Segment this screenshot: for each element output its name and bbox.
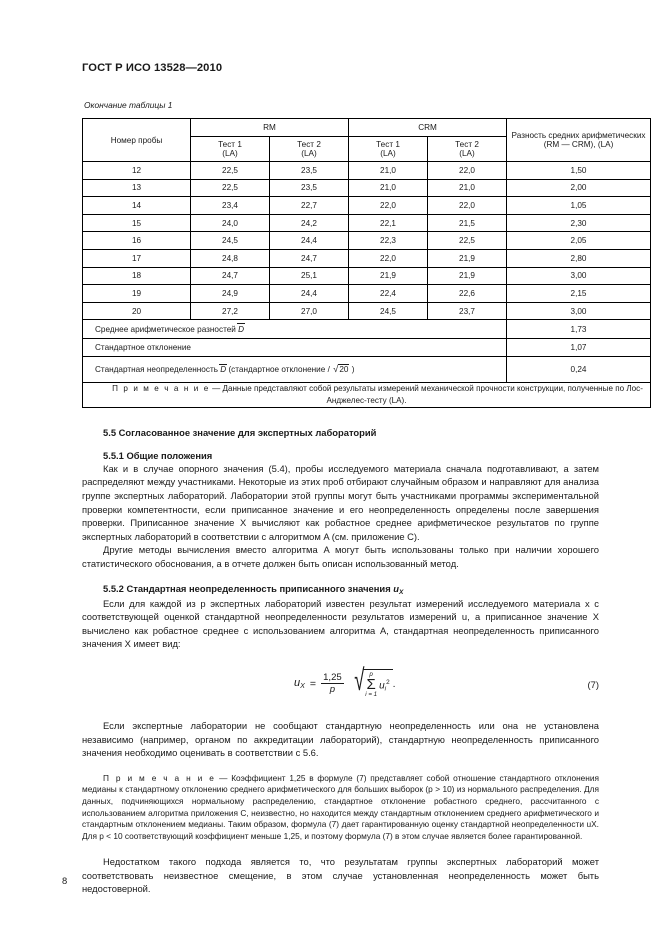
table-row bbox=[83, 267, 651, 285]
formula-radical bbox=[348, 663, 393, 699]
cell-crm-test1: 22,4 bbox=[349, 285, 428, 303]
cell-rm-test2: 24,4 bbox=[270, 232, 349, 250]
cell-sample-number: 19 bbox=[83, 285, 191, 303]
cell-crm-test1: 24,5 bbox=[349, 302, 428, 320]
cell-rm-test2: 23,5 bbox=[270, 179, 349, 197]
table-body bbox=[83, 162, 651, 408]
d-bar-symbol: D bbox=[238, 324, 245, 334]
col-header-difference-line1: Разность средних арифметических bbox=[511, 131, 646, 140]
cell-difference: 2,05 bbox=[507, 232, 651, 250]
cell-difference: 2,00 bbox=[507, 179, 651, 197]
rm-test1-unit: (LA) bbox=[222, 149, 238, 158]
paragraph-5-5-1-1: Как и в случае опорного значения (5.4), пробы исследуемого материала сначала подготавливают, а затем распределяют между участниками. Некоторые из этих проб отбирают случайным образом и направляют для анализа группе экспертных лабораторий. Лаборатории этой группы могут быть участниками программы экспериментальной проверки компетентности, если приписанное значение и его неопределенность определены после завершения проверки. Приписанное значение X вычисляют как робастное среднее арифметическое результатов по группе экспертных лабораторий в соответствии с алгоритмом A (см. приложение C). bbox=[82, 462, 599, 542]
col-header-crm-test1 bbox=[349, 137, 428, 162]
d-bar-symbol: D bbox=[220, 365, 227, 375]
formula-trailing-period: . bbox=[392, 677, 396, 690]
table-header-row-1 bbox=[83, 119, 651, 137]
cell-crm-test1: 22,1 bbox=[349, 214, 428, 232]
cell-crm-test2: 21,9 bbox=[428, 249, 507, 267]
cell-rm-test1: 22,5 bbox=[191, 179, 270, 197]
section-heading-5-5: 5.5 Согласованное значение для экспертных лабораторий bbox=[103, 426, 377, 438]
sqrt-20-expression bbox=[332, 364, 349, 375]
cell-crm-test2: 21,9 bbox=[428, 267, 507, 285]
table-note-cell bbox=[83, 383, 651, 407]
summary-label-uncertainty bbox=[83, 357, 507, 383]
cell-difference: 2,15 bbox=[507, 285, 651, 303]
cell-rm-test1: 24,8 bbox=[191, 249, 270, 267]
cell-rm-test2: 25,1 bbox=[270, 267, 349, 285]
summary-row-uncertainty bbox=[83, 357, 651, 383]
cell-crm-test1: 21,0 bbox=[349, 179, 428, 197]
crm-test1-unit: (LA) bbox=[380, 149, 396, 158]
summation-term bbox=[379, 679, 390, 692]
summary-label-mean-text: Среднее арифметическое разностей bbox=[95, 324, 239, 334]
col-header-difference-line2: (RM — CRM), (LA) bbox=[543, 140, 614, 149]
table-caption: Окончание таблицы 1 bbox=[84, 100, 173, 110]
summation-term-var: u bbox=[379, 679, 385, 691]
cell-rm-test2: 24,2 bbox=[270, 214, 349, 232]
table-row bbox=[83, 197, 651, 215]
cell-crm-test2: 22,0 bbox=[428, 197, 507, 215]
cell-difference: 3,00 bbox=[507, 267, 651, 285]
note-paragraph-coefficient bbox=[82, 773, 599, 843]
cell-rm-test1: 22,5 bbox=[191, 162, 270, 180]
cell-sample-number: 13 bbox=[83, 179, 191, 197]
formula-expression bbox=[294, 663, 396, 699]
table-row bbox=[83, 232, 651, 250]
standard-number-header: ГОСТ Р ИСО 13528—2010 bbox=[82, 62, 223, 74]
cell-sample-number: 12 bbox=[83, 162, 191, 180]
crm-test2-unit: (LA) bbox=[459, 149, 475, 158]
summary-row-stddev bbox=[83, 338, 651, 357]
cell-rm-test2: 27,0 bbox=[270, 302, 349, 320]
crm-test2-label: Тест 2 bbox=[455, 140, 479, 149]
cell-difference: 2,80 bbox=[507, 249, 651, 267]
radical-icon: √ bbox=[333, 364, 339, 376]
u-variable: u bbox=[393, 582, 400, 594]
summary-label-mean bbox=[83, 320, 507, 339]
cell-difference: 2,30 bbox=[507, 214, 651, 232]
table-note-lead: П р и м е ч а н и е bbox=[112, 384, 210, 394]
table-row bbox=[83, 302, 651, 320]
cell-crm-test1: 21,9 bbox=[349, 267, 428, 285]
col-header-rm-test2 bbox=[270, 137, 349, 162]
paragraph-5-5-1-2: Другие методы вычисления вместо алгоритма A могут быть использованы только при наличии хорошего статистического обоснования, а в отчете должен быть описан использованный метод. bbox=[82, 544, 599, 569]
table-note-row bbox=[83, 383, 651, 407]
uncertainty-label-post: ) bbox=[349, 365, 355, 375]
cell-crm-test2: 21,5 bbox=[428, 214, 507, 232]
formula-fraction bbox=[321, 673, 344, 695]
cell-crm-test2: 21,0 bbox=[428, 179, 507, 197]
cell-sample-number: 14 bbox=[83, 197, 191, 215]
table-note-text: Данные представляют собой результаты измерений механической прочности конструкции, полученные по Лос-Анджелес-тесту (LA). bbox=[222, 384, 643, 406]
formula-lhs bbox=[294, 677, 305, 690]
radical-icon: √ bbox=[354, 663, 365, 697]
cell-crm-test1: 21,0 bbox=[349, 162, 428, 180]
cell-rm-test2: 22,7 bbox=[270, 197, 349, 215]
crm-test1-label: Тест 1 bbox=[376, 140, 400, 149]
cell-crm-test1: 22,0 bbox=[349, 249, 428, 267]
page-number: 8 bbox=[62, 875, 68, 886]
note-lead: П р и м е ч а н и е bbox=[103, 772, 216, 783]
cell-crm-test2: 22,5 bbox=[428, 232, 507, 250]
cell-rm-test1: 27,2 bbox=[191, 302, 270, 320]
cell-crm-test2: 22,6 bbox=[428, 285, 507, 303]
cell-rm-test2: 24,4 bbox=[270, 285, 349, 303]
measurements-table bbox=[82, 118, 651, 408]
summary-label-stddev: Стандартное отклонение bbox=[83, 338, 507, 357]
cell-difference: 1,05 bbox=[507, 197, 651, 215]
cell-rm-test2: 23,5 bbox=[270, 162, 349, 180]
formula-lhs-sub: X bbox=[300, 681, 305, 691]
col-header-crm: CRM bbox=[349, 119, 507, 137]
formula-block-7 bbox=[82, 663, 599, 719]
table-row bbox=[83, 179, 651, 197]
cell-rm-test1: 24,7 bbox=[191, 267, 270, 285]
uncertainty-label-pre: Стандартная неопределенность bbox=[95, 365, 221, 375]
summary-row-mean bbox=[83, 320, 651, 339]
cell-crm-test1: 22,0 bbox=[349, 197, 428, 215]
cell-rm-test1: 24,5 bbox=[191, 232, 270, 250]
rm-test1-label: Тест 1 bbox=[218, 140, 242, 149]
table-row bbox=[83, 285, 651, 303]
col-header-crm-test2 bbox=[428, 137, 507, 162]
uncertainty-label-mid: (стандартное отклонение / bbox=[226, 365, 333, 375]
cell-rm-test1: 23,4 bbox=[191, 197, 270, 215]
rm-test2-unit: (LA) bbox=[301, 149, 317, 158]
paragraph-5-5-2-1: Если для каждой из p экспертных лабораторий известен результат измерений исследуемого материала x с соответствующей оценкой стандартной неопределенности результатов измерений u, а приписанное значение X вычислено как робастное среднее с использованием алгоритма А, стандартная неопределенность приписанного значения X имеет вид: bbox=[82, 597, 599, 650]
col-header-difference bbox=[507, 119, 651, 162]
cell-sample-number: 20 bbox=[83, 302, 191, 320]
table-row bbox=[83, 214, 651, 232]
note-dash: — bbox=[215, 772, 232, 783]
summation-term-sub: i bbox=[384, 684, 387, 692]
summary-value-stddev: 1,07 bbox=[507, 338, 651, 357]
summary-value-uncertainty: 0,24 bbox=[507, 357, 651, 383]
summation-operator bbox=[365, 672, 377, 699]
cell-rm-test2: 24,7 bbox=[270, 249, 349, 267]
summation-upper-limit: p bbox=[369, 670, 373, 678]
cell-rm-test1: 24,9 bbox=[191, 285, 270, 303]
cell-sample-number: 15 bbox=[83, 214, 191, 232]
col-header-sample-number: Номер пробы bbox=[83, 119, 191, 162]
equation-number: (7) bbox=[587, 678, 599, 690]
section-heading-5-5-1: 5.5.1 Общие положения bbox=[103, 449, 213, 461]
section-heading-5-5-2-text: 5.5.2 Стандартная неопределенность приписанного значения bbox=[103, 582, 394, 594]
cell-sample-number: 17 bbox=[83, 249, 191, 267]
summary-value-mean: 1,73 bbox=[507, 320, 651, 339]
cell-difference: 1,50 bbox=[507, 162, 651, 180]
cell-crm-test2: 23,7 bbox=[428, 302, 507, 320]
table-row bbox=[83, 162, 651, 180]
cell-difference: 3,00 bbox=[507, 302, 651, 320]
table-note-dash: — bbox=[209, 384, 223, 394]
rm-test2-label: Тест 2 bbox=[297, 140, 321, 149]
note-text: Коэффициент 1,25 в формуле (7) представляет собой отношение стандартного отклонения медианы к стандартному отклонению среднего арифметического для больших выборок (p > 10) из нормального распределения. Для данных, подчиняющихся нормальному распределению, стандартное отклонение робастного среднего, рассчитанного с использованием алгоритма приложения C, неизвестно, но находится между стандартным отклонением среднего арифметического и стандартным отклонением медианы. Таким образом, формула (7) дает гарантированную оценку стандартной неопределенности uX. Для p < 10 соответствующий коэффициент меньше 1,25, и поэтому формула (7) в этом случае является более гарантированной. bbox=[82, 772, 599, 841]
cell-crm-test1: 22,3 bbox=[349, 232, 428, 250]
formula-lhs-var: u bbox=[294, 677, 301, 690]
summation-lower-limit: i = 1 bbox=[365, 691, 378, 699]
table-row bbox=[83, 249, 651, 267]
col-header-rm: RM bbox=[191, 119, 349, 137]
sigma-icon: Σ bbox=[366, 676, 376, 694]
summation-term-sup: 2 bbox=[386, 678, 390, 686]
u-subscript-x: X bbox=[399, 588, 404, 596]
section-heading-5-5-2 bbox=[82, 583, 599, 596]
paragraph-5-5-2-2: Если экспертные лаборатории не сообщают стандартную неопределенность или она не установлена независимо (например, органом по аккредитации лабораторий), стандартную неопределенность приписанного значения необходимо оценивать в соответствии с 5.6. bbox=[82, 719, 599, 759]
paragraph-5-5-3: Недостатком такого подхода является то, что результатам группы экспертных лабораторий может соответствовать неизвестное смещение, в этом случае установленная неопределенность может быть недостоверной. bbox=[82, 856, 599, 895]
col-header-rm-test1 bbox=[191, 137, 270, 162]
cell-sample-number: 18 bbox=[83, 267, 191, 285]
equals-sign: = bbox=[309, 677, 317, 690]
fraction-numerator: 1,25 bbox=[323, 671, 342, 683]
cell-sample-number: 16 bbox=[83, 232, 191, 250]
cell-rm-test1: 24,0 bbox=[191, 214, 270, 232]
radical-content bbox=[363, 669, 392, 699]
cell-crm-test2: 22,0 bbox=[428, 162, 507, 180]
radicand-value: 20 bbox=[339, 365, 349, 375]
fraction-denominator: p bbox=[321, 683, 344, 695]
